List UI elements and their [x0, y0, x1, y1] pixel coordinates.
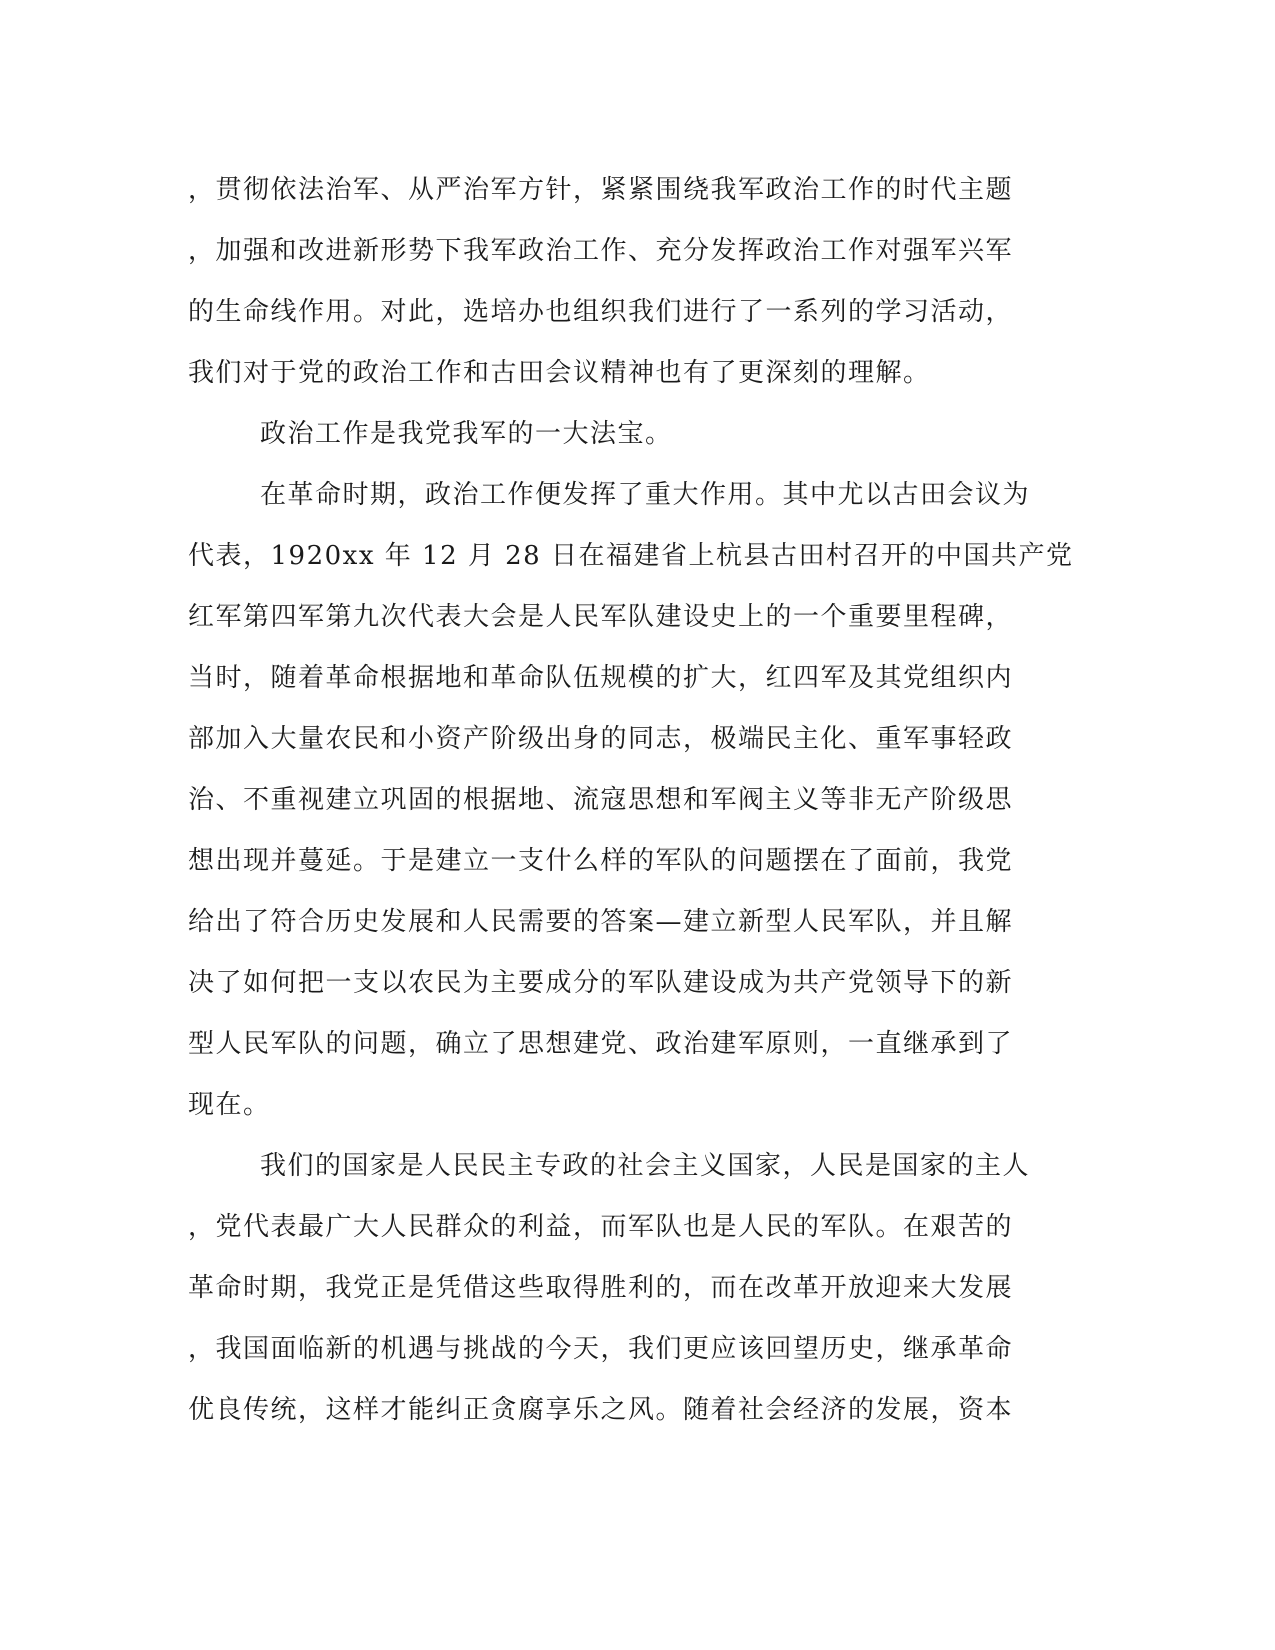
text-line: ，我国面临新的机遇与挑战的今天，我们更应该回望历史，继承革命 [188, 1334, 1014, 1364]
text-line: 决了如何把一支以农民为主要成分的军队建设成为共产党领导下的新 [188, 968, 1014, 998]
text-line: 红军第四军第九次代表大会是人民军队建设史上的一个重要里程碑， [188, 602, 1014, 632]
text-line: 现在。 [188, 1090, 271, 1120]
text-line: 部加入大量农民和小资产阶级出身的同志，极端民主化、重军事轻政 [188, 724, 1014, 754]
text-line: ，贯彻依法治军、从严治军方针，紧紧围绕我军政治工作的时代主题 [188, 175, 1014, 205]
text-line: 想出现并蔓延。于是建立一支什么样的军队的问题摆在了面前，我党 [188, 846, 1014, 876]
text-line: 革命时期，我党正是凭借这些取得胜利的，而在改革开放迎来大发展 [188, 1273, 1014, 1303]
text-line: 我们对于党的政治工作和古田会议精神也有了更深刻的理解。 [188, 358, 931, 388]
paragraph-first-line: 在革命时期，政治工作便发挥了重大作用。其中尤以古田会议为 [260, 480, 1031, 510]
text-line: 给出了符合历史发展和人民需要的答案—建立新型人民军队，并且解 [188, 907, 1014, 937]
text-line: 优良传统，这样才能纠正贪腐享乐之风。随着社会经济的发展，资本 [188, 1395, 1014, 1425]
text-line: ，党代表最广大人民群众的利益，而军队也是人民的军队。在艰苦的 [188, 1212, 1014, 1242]
text-line: 当时，随着革命根据地和革命队伍规模的扩大，红四军及其党组织内 [188, 663, 1014, 693]
text-line: 的生命线作用。对此，选培办也组织我们进行了一系列的学习活动， [188, 297, 1014, 327]
text-line: 代表，1920xx 年 12 月 28 日在福建省上杭县古田村召开的中国共产党 [188, 541, 1074, 571]
body-text [188, 160, 1088, 1441]
paragraph-first-line: 我们的国家是人民民主专政的社会主义国家，人民是国家的主人 [260, 1151, 1031, 1181]
text-line: ，加强和改进新形势下我军政治工作、充分发挥政治工作对强军兴军 [188, 236, 1014, 266]
text-line: 型人民军队的问题，确立了思想建党、政治建军原则，一直继承到了 [188, 1029, 1014, 1059]
text-line: 治、不重视建立巩固的根据地、流寇思想和军阀主义等非无产阶级思 [188, 785, 1014, 815]
paragraph-first-line: 政治工作是我党我军的一大法宝。 [260, 419, 673, 449]
